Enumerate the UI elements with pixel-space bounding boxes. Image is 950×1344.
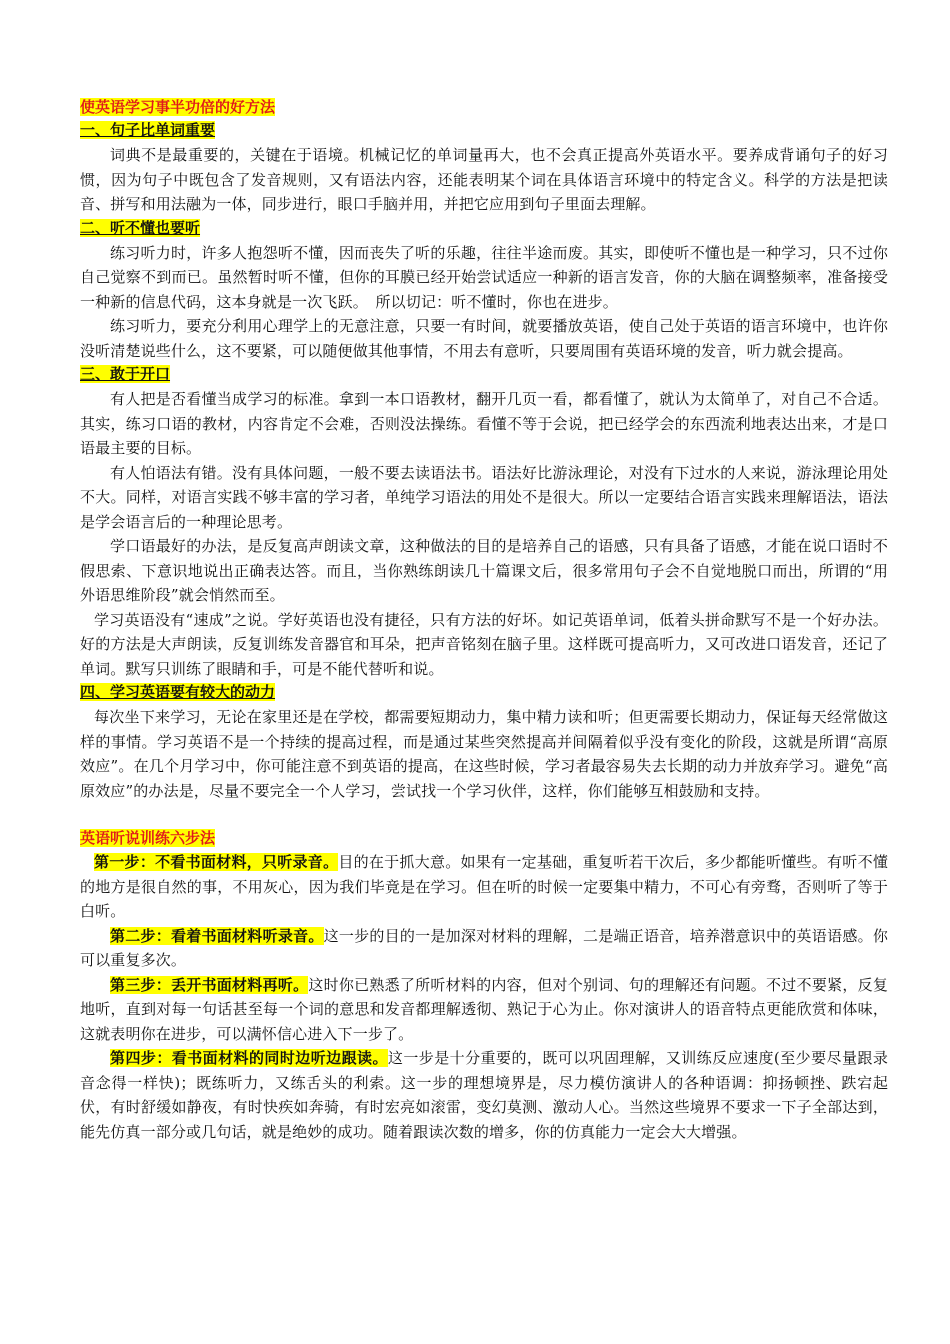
paragraph: 有人把是否看懂当成学习的标准。拿到一本口语教材，翻开几页一看，都看懂了，就认为太简单了，对自己不合适。其实，练习口语的教材，内容肯定不会难，否则没法操练。看懂不等于会说，把已经学会的东西流利地表达出来，才是口语最主要的目标。 (80, 390, 888, 457)
section-heading (80, 681, 888, 705)
step-paragraph (80, 973, 888, 1047)
step-paragraph (80, 1046, 888, 1144)
section-heading (80, 363, 888, 387)
step-paragraph (80, 924, 888, 973)
step-lead: 第三步：丢开书面材料再听。 (110, 975, 309, 994)
section-heading-text: 三、敢于开口 (80, 365, 171, 383)
step-paragraph (80, 850, 888, 924)
article-title (80, 827, 888, 849)
step-lead: 第一步：不看书面材料，只听录音。 (94, 853, 339, 871)
paragraph: 每次坐下来学习，无论在家里还是在学校，都需要短期动力，集中精力读和听；但更需要长期动力，保证每天经常做这样的事情。学习英语不是一个持续的提高过程，而是通过某些突然提高并间隔着似乎没有变化的阶段，这就是所谓“高原效应”。在几个月学习中，你可能注意不到英语的提高，在这些时候，学习者最容易失去长期的动力并放弃学习。避免“高原效应”的办法是，尽量不要完全一个人学习，尝试找一个学习伙伴，这样，你们能够互相鼓励和支持。 (80, 708, 888, 800)
paragraph: 学口语最好的办法，是反复高声朗读文章，这种做法的目的是培养自己的语感，只有具备了语感，才能在说口语时不假思索、下意识地说出正确表达答。而且，当你熟练朗读几十篇课文后，很多常用句子会不自觉地脱口而出，所谓的“用外语思维阶段”就会悄然而至。 (80, 537, 888, 604)
paragraph: 词典不是最重要的，关键在于语境。机械记忆的单词量再大，也不会真正提高外英语水平。要养成背诵句子的好习惯，因为句子中既包含了发音规则，又有语法内容，还能表明某个词在具体语言环境中的特定含义。科学的方法是把读音、拼写和用法融为一体，同步进行，眼口手脑并用，并把它应用到句子里面去理解。 (80, 146, 888, 213)
article-title (80, 96, 888, 118)
paragraph: 练习听力，要充分利用心理学上的无意注意，只要一有时间，就要播放英语，使自己处于英语的语言环境中，也许你没听清楚说些什么，这不要紧，可以随便做其他事情，不用去有意听，只要周围有英语环境的发音，听力就会提高。 (80, 317, 888, 360)
paragraph: 练习听力时，许多人抱怨听不懂，因而丧失了听的乐趣，往往半途而废。其实，即使听不懂也是一种学习，只不过你自己觉察不到而已。虽然暂时听不懂，但你的耳膜已经开始尝试适应一种新的语言发音，你的大脑在调整频率，准备接受一种新的信息代码，这本身就是一次飞跃。 所以切记：听不懂时，你也在进步。 (80, 243, 888, 311)
paragraph: 有人怕语法有错。没有具体问题，一般不要去读语法书。语法好比游泳理论，对没有下过水的人来说，游泳理论用处不大。同样，对语言实践不够丰富的学习者，单纯学习语法的用处不是很大。所以一定要结合语言实践来理解语法，语法是学会语言后的一种理论思考。 (80, 463, 888, 531)
section-heading-text: 二、听不懂也要听 (80, 218, 201, 237)
document-page (80, 96, 888, 1144)
step-text: 目的在于抓大意。如果有一定基础，重复听若干次后，多少都能听懂些。有听不懂的地方是很自然的事，不用灰心，因为我们毕竟是在学习。但在听的时候一定要集中精力，不可心有旁骛，否则听了等于白听。 (80, 853, 888, 920)
section-gap (80, 803, 888, 827)
step-lead: 第四步：看书面材料的同时边听边跟读。 (110, 1049, 388, 1067)
section-heading (80, 217, 888, 241)
section-heading-text: 四、学习英语要有较大的动力 (80, 683, 276, 701)
article-title-text: 使英语学习事半功倍的好方法 (80, 98, 276, 116)
step-text: 这一步是十分重要的，既可以巩固理解，又训练反应速度(至少要尽量跟录音念得一样快)；既练听力，又练舌头的利索。这一步的理想境界是，尽力模仿演讲人的各种语调：抑扬顿挫、跌宕起伏，有时舒缓如静夜，有时快疾如奔骑，有时宏亮如滚雷，变幻莫测、激动人心。当然这些境界不要求一下子全部达到，能先仿真一部分或几句话，就是绝妙的成功。随着跟读次数的增多，你的仿真能力一定会大大增强。 (80, 1049, 888, 1141)
article-title-text: 英语听说训练六步法 (80, 829, 216, 847)
step-lead: 第二步：看着书面材料听录音。 (110, 926, 324, 945)
step-text: 这一步的目的一是加深对材料的理解，二是端正语音，培养潜意识中的英语语感。你可以重复多次。 (80, 926, 888, 969)
paragraph: 学习英语没有“速成”之说。学好英语也没有捷径，只有方法的好坏。如记英语单词，低着头拼命默写不是一个好办法。好的方法是大声朗读，反复训练发音器官和耳朵，把声音铭刻在脑子里。这样既可提高听力，又可改进口语发音，还记了单词。默写只训练了眼睛和手，可是不能代替听和说。 (80, 610, 888, 678)
section-heading-text: 一、句子比单词重要 (80, 121, 216, 139)
step-text: 这时你已熟悉了所听材料的内容，但对个别词、句的理解还有问题。不过不要紧，反复地听，直到对每一句话甚至每一个词的意思和发音都理解透彻、熟记于心为止。你对演讲人的语音特点更能欣赏和体味，这就表明你在进步，可以满怀信心进入下一步了。 (80, 975, 888, 1043)
section-heading (80, 119, 888, 143)
